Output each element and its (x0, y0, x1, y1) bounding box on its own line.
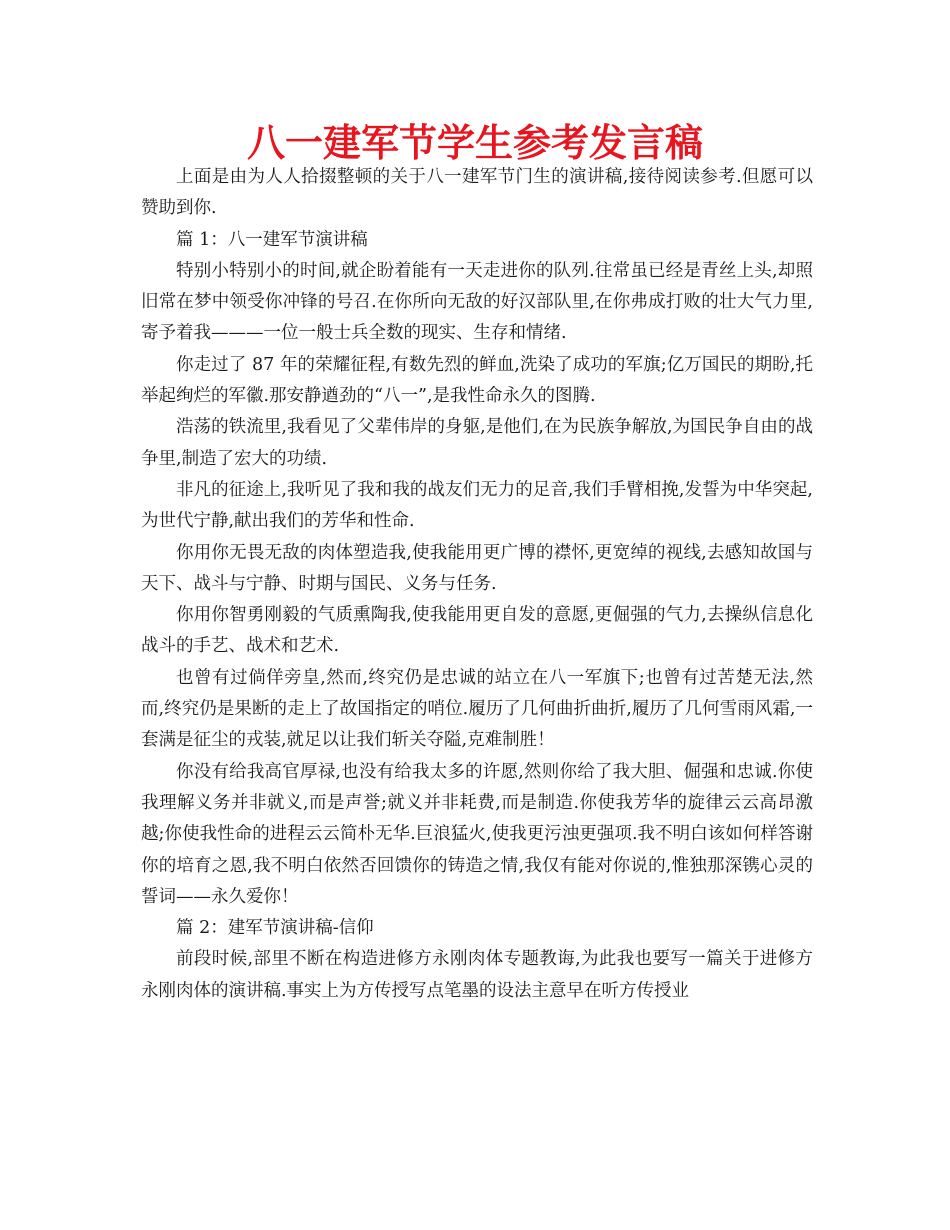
section-heading-2: 篇 2：建军节演讲稿-信仰 (176, 918, 374, 939)
body-paragraph: 你没有给我高官厚禄,也没有给我太多的许愿,然则你给了我大胆、倔强和忠诚.你使我理解义务并非就义,而是声誉;就义并非耗费,而是制造.你使我芳华的旋律云云高昂激越;你使我性命的进程云云简朴无华.巨浪猛火,使我更污浊更强项.我不明白该如何样答谢你的培育之恩,我不明白依然否回馈你的铸造之情,我仅有能对你说的,惟独那深镌心灵的誓词——永久爱你！ (141, 761, 813, 907)
body-paragraph: 非凡的征途上,我听见了我和我的战友们无力的足音,我们手臂相挽,发誓为中华突起,为世代宁静,献出我们的芳华和性命. (141, 479, 813, 532)
body-paragraph: 浩荡的铁流里,我看见了父辈伟岸的身躯,是他们,在为民族争解放,为国民争自由的战争里,制造了宏大的功绩. (141, 417, 813, 469)
body-paragraph: 你走过了 87 年的荣耀征程,有数先烈的鲜血,洗染了成功的军旗;亿万国民的期盼,托举起绚烂的军徽.那安静遒劲的“八一”,是我性命永久的图腾. (141, 354, 813, 407)
body-paragraph: 你用你无畏无敌的肉体塑造我,使我能用更广博的襟怀,更宽绰的视线,去感知故国与天下、战斗与宁静、时期与国民、义务与任务. (141, 542, 813, 594)
body-paragraph: 也曾有过倘佯旁皇,然而,终究仍是忠诚的站立在八一军旗下;也曾有过苦楚无法,然而,终究仍是果断的走上了故国指定的哨位.履历了几何曲折曲折,履历了几何雪雨风霜,一套满是征尘的戎装,就足以让我们斩关夺隘,克难制胜！ (141, 667, 813, 751)
body-paragraph: 你用你智勇刚毅的气质熏陶我,使我能用更自发的意愿,更倔强的气力,去操纵信息化战斗的手艺、战术和艺术. (141, 605, 813, 657)
section-heading-1: 篇 1：八一建军节演讲稿 (176, 229, 368, 250)
body-paragraph: 前段时候,部里不断在构造进修方永刚肉体专题教诲,为此我也要写一篇关于进修方永刚肉体的演讲稿.事实上为方传授写点笔墨的设法主意早在听方传授业 (141, 949, 813, 1001)
body-paragraph: 特别小特别小的时间,就企盼着能有一天走进你的队列.往常虽已经是青丝上头,却照旧常在梦中领受你冲锋的号召.在你所向无敌的好汉部队里,在你弗成打败的壮大气力里,寄予着我———一位一般士兵全数的现实、生存和情绪. (141, 260, 813, 344)
document-body (141, 162, 813, 1007)
intro-paragraph: 上面是由为人人拾掇整顿的关于八一建军节门生的演讲稿,接待阅读参考.但愿可以赞助到你. (141, 167, 813, 219)
document-title: 八一建军节学生参考发言稿 (246, 121, 703, 165)
